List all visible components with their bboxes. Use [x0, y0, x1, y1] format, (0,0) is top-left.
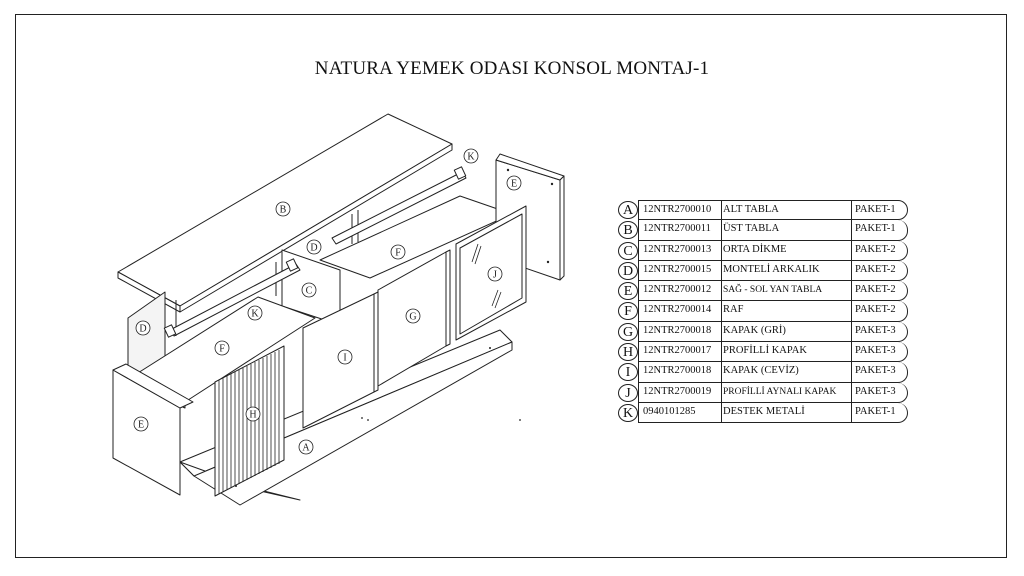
part-code: 12NTR2700010: [643, 204, 712, 215]
part-name: ÜST TABLA: [723, 223, 780, 235]
part-package: PAKET-3: [855, 345, 896, 357]
part-code: 12NTR2700019: [643, 385, 712, 397]
part-package: PAKET-3: [855, 365, 896, 377]
part-name: KAPAK (GRİ): [723, 324, 786, 336]
svg-text:D: D: [139, 323, 147, 335]
svg-text:F: F: [219, 343, 225, 355]
part-letter-badge: B: [618, 221, 638, 239]
part-package: PAKET-2: [855, 284, 896, 296]
part-code: 12NTR2700017: [643, 345, 712, 357]
part-name: ALT TABLA: [723, 204, 779, 215]
callout-e: [134, 417, 148, 431]
part-name: RAF: [723, 304, 744, 316]
part-info-box: [638, 261, 908, 281]
part-package: PAKET-1: [855, 204, 896, 215]
part-info-box: [638, 383, 908, 403]
callout-d: [136, 321, 150, 335]
callout-i: [338, 350, 352, 364]
part-package: PAKET-1: [855, 405, 896, 417]
svg-text:J: J: [493, 269, 497, 281]
svg-text:H: H: [249, 409, 257, 421]
part-letter-badge: D: [618, 262, 638, 280]
part-letter-badge: E: [618, 282, 638, 300]
callout-k: [464, 149, 478, 163]
svg-text:A: A: [302, 442, 310, 454]
callout-f: [391, 245, 405, 259]
part-info-box: [638, 241, 908, 261]
svg-text:E: E: [137, 419, 145, 431]
svg-text:K: K: [251, 308, 259, 320]
callout-a: [299, 440, 313, 454]
callout-k: [248, 306, 262, 320]
part-name: SAĞ - SOL YAN TABLA: [723, 285, 823, 296]
callout-c: [302, 283, 316, 297]
part-info-box: [638, 322, 908, 342]
callout-e: [507, 176, 521, 190]
part-letter-badge: A: [618, 201, 638, 219]
part-code: 12NTR2700011: [643, 223, 711, 235]
part-info-box: [638, 342, 908, 362]
part-code: 12NTR2700018: [643, 324, 712, 336]
part-letter-badge: K: [618, 404, 638, 422]
part-info-box: [638, 200, 908, 220]
part-name: KAPAK (CEVİZ): [723, 365, 799, 377]
svg-text:F: F: [395, 247, 401, 259]
callout-b: [276, 202, 290, 216]
part-code: 12NTR2700015: [643, 263, 712, 275]
callout-f: [215, 341, 229, 355]
callout-d: [307, 240, 321, 254]
part-letter-badge: H: [618, 343, 638, 361]
svg-text:K: K: [467, 151, 475, 163]
part-name: PROFİLLİ KAPAK: [723, 345, 807, 357]
part-name: ORTA DİKME: [723, 243, 787, 255]
part-code: 12NTR2700014: [643, 304, 712, 316]
part-info-box: [638, 403, 908, 423]
part-code: 12NTR2700018: [643, 365, 712, 377]
part-letter-badge: I: [618, 363, 638, 381]
svg-text:G: G: [409, 311, 417, 323]
part-info-box: [638, 362, 908, 382]
page-title: NATURA YEMEK ODASI KONSOL MONTAJ-1: [314, 58, 710, 79]
part-package: PAKET-2: [855, 243, 896, 255]
part-info-box: [638, 220, 908, 240]
part-package: PAKET-3: [855, 385, 896, 397]
svg-text:C: C: [305, 285, 313, 297]
callout-h: [246, 407, 260, 421]
part-code: 0940101285: [643, 405, 696, 417]
part-info-box: [638, 281, 908, 301]
part-package: PAKET-2: [855, 263, 896, 275]
part-code: 12NTR2700013: [643, 243, 712, 255]
part-letter-badge: J: [618, 384, 638, 402]
svg-text:B: B: [279, 204, 287, 216]
svg-text:E: E: [510, 178, 518, 190]
part-info-box: [638, 301, 908, 321]
part-letter-badge: G: [618, 323, 638, 341]
svg-text:I: I: [343, 352, 347, 364]
part-name: MONTELİ ARKALIK: [723, 263, 820, 275]
callout-g: [406, 309, 420, 323]
svg-text:D: D: [310, 242, 318, 254]
part-name: DESTEK METALİ: [723, 405, 805, 417]
part-letter-badge: F: [618, 302, 638, 320]
part-package: PAKET-1: [855, 223, 896, 235]
part-letter-badge: C: [618, 242, 638, 260]
callout-j: [488, 267, 502, 281]
part-package: PAKET-3: [855, 324, 896, 336]
part-package: PAKET-2: [855, 304, 896, 316]
part-name: PROFİLLİ AYNALI KAPAK: [723, 386, 837, 397]
part-code: 12NTR2700012: [643, 284, 712, 296]
